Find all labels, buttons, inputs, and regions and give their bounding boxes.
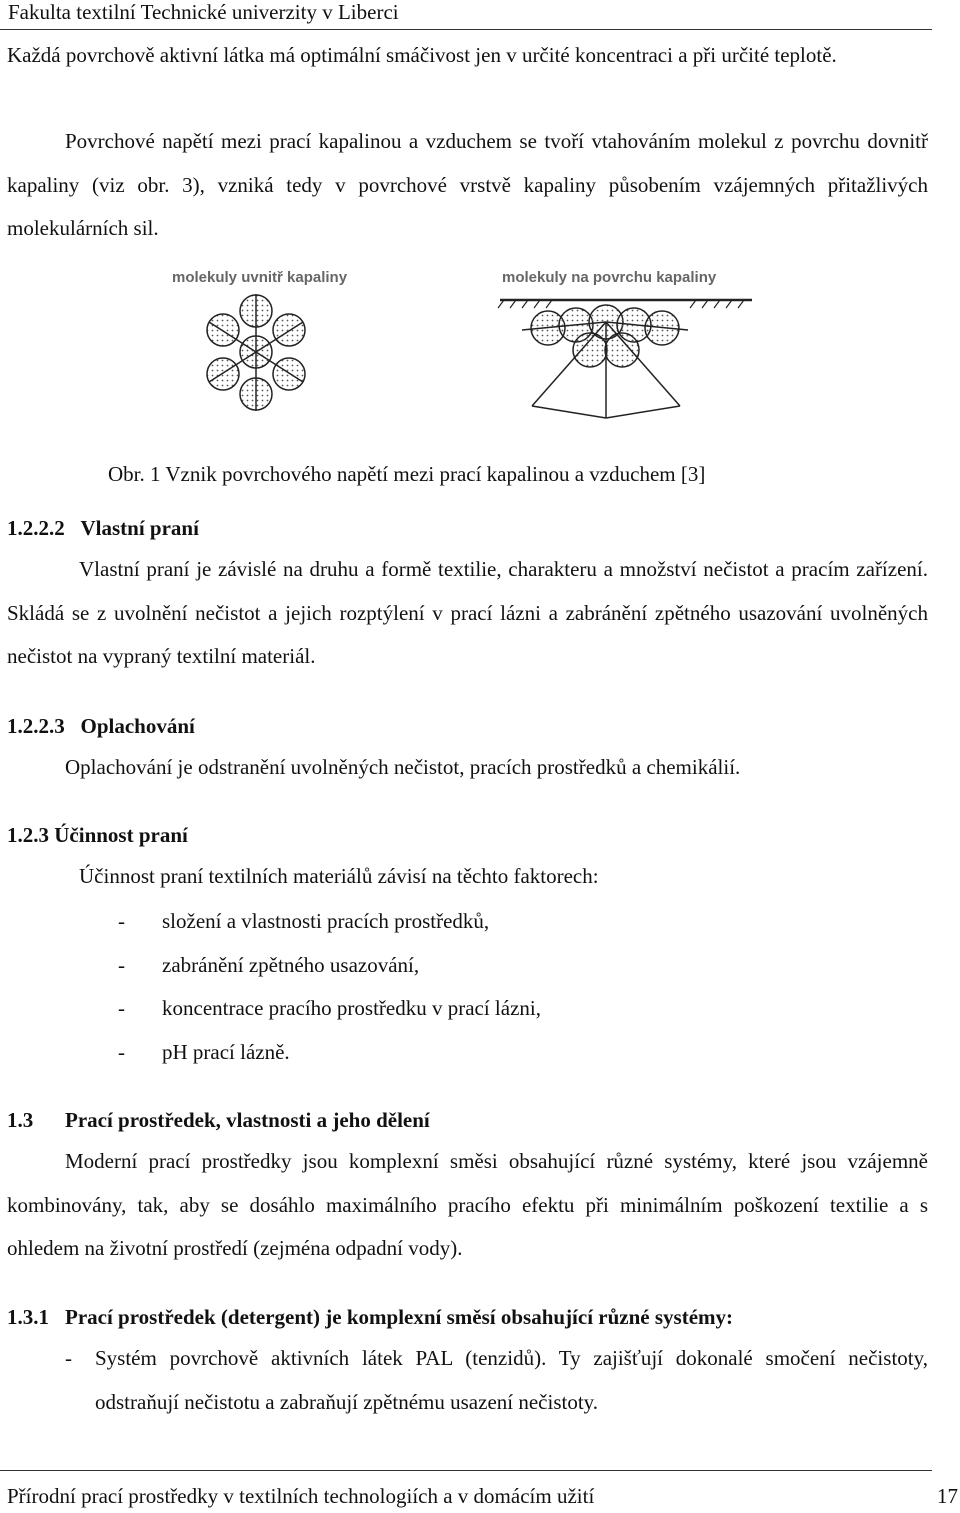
heading-131 [7,1304,733,1330]
heading-title: Oplachování [80,714,195,738]
molecule-figure [160,258,780,436]
paragraph-2: Povrchové napětí mezi prací kapalinou a vzduchem se tvoří vtahováním molekul z povrchu dovnitř kapaliny (viz obr. 3), vzniká tedy v povrchové vrstvě kapaliny působením vzájemných přitažlivých molekulárních sil. [7,129,928,240]
header-rule [0,29,932,30]
inner-molecules [207,294,305,411]
page-number: 17 [937,1484,958,1508]
figure-caption: Obr. 1 Vznik povrchového napětí mezi prací kapalinou a vzduchem [3] [108,462,706,486]
heading-123 [7,822,188,848]
figure-label-inside: molekuly uvnitř kapaliny [172,269,348,286]
page-header: Fakulta textilní Technické univerzity v Liberci [8,0,399,24]
heading-title: Prací prostředek (detergent) je komplexní směsí obsahující různé systémy: [65,1305,734,1329]
paragraph-13: Moderní prací prostředky jsou komplexní směsi obsahující různé systémy, které jsou vzájemně kombinovány, tak, aby se dosáhlo maximálního pracího efektu při minimálním poškození textilie a s ohledem na životní prostředí (zejména odpadní vody). [7,1149,928,1260]
list-item: - koncentrace pracího prostředku v prací lázni, [118,996,541,1020]
heading-title: Vlastní praní [80,516,199,540]
heading-number: 1.3.1 [7,1305,49,1329]
list-dash: - [65,1346,72,1370]
list-item: - pH prací lázně. [118,1040,290,1064]
paragraph-1223: Oplachování je odstranění uvolněných nečistot, pracích prostředků a chemikálií. [65,755,741,779]
heading-number: 1.3 [7,1108,34,1132]
surface-molecules [498,300,752,418]
list-item: - zabránění zpětného usazování, [118,953,420,977]
heading-title: Prací prostředek, vlastnosti a jeho dělení [65,1108,430,1132]
heading-1223 [7,713,195,739]
heading-title: Účinnost praní [54,823,188,847]
paragraph-1: Každá povrchově aktivní látka má optimální smáčivost jen v určité koncentraci a při určité teplotě. [7,43,837,67]
heading-number: 1.2.2.2 [7,516,65,540]
paragraph-1222: Vlastní praní je závislé na druhu a formě textilie, charakteru a množství nečistot a pracím zařízení. Skládá se z uvolnění nečistot a jejich rozptýlení v prací lázni a zabránění zpětného usazování uvolněných nečistot na vypraný textilní materiál. [7,557,928,668]
page-footer: Přírodní prací prostředky v textilních technologiích a v domácím užití [7,1484,595,1508]
heading-1222 [7,515,199,541]
heading-number: 1.2.3 [7,823,49,847]
list-item-pal: - Systém povrchově aktivních látek PAL (tenzidů). Ty zajišťují dokonalé smočení nečistoty, odstraňují nečistotu a zabraňují zpětnému usazení nečistoty. [65,1337,928,1424]
heading-13 [7,1107,430,1133]
heading-number: 1.2.2.3 [7,714,65,738]
list-item: - složení a vlastnosti pracích prostředků, [118,909,490,933]
figure-label-surface: molekuly na povrchu kapaliny [502,269,717,286]
footer-rule [0,1470,932,1471]
paragraph-123-intro: Účinnost praní textilních materiálů závisí na těchto faktorech: [79,864,599,888]
